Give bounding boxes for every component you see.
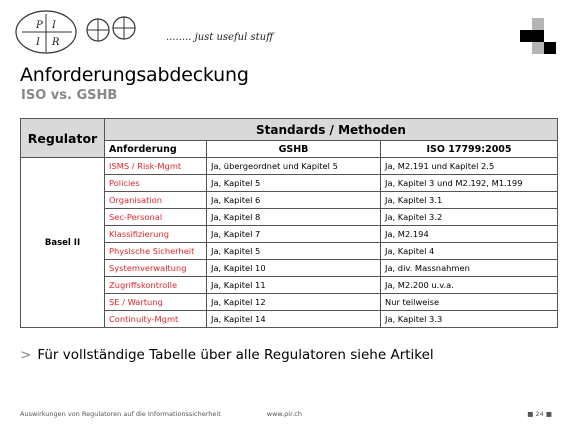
- footer: [20, 410, 302, 418]
- requirement-cell: Organisation: [105, 192, 207, 209]
- requirement-cell: Klassifizierung: [105, 226, 207, 243]
- iso-cell: Ja, M2.191 und Kapitel 2.5: [381, 158, 558, 175]
- iso-cell: Ja, Kapitel 3.3: [381, 311, 558, 328]
- requirement-cell: Continuity-Mgmt: [105, 311, 207, 328]
- regulator-header: Regulator: [21, 119, 105, 158]
- logo-tagline: ........ just useful stuff: [166, 32, 274, 43]
- page-bullet-right: ■: [543, 410, 552, 418]
- requirement-cell: Policies: [105, 175, 207, 192]
- table-row: [21, 158, 558, 175]
- table-header-row: [21, 119, 558, 141]
- page-bullet-left: ■: [527, 410, 536, 418]
- corner-squares-decoration: [520, 18, 560, 58]
- requirement-cell: ISMS / Risk-Mgmt: [105, 158, 207, 175]
- iso-cell: Ja, Kapitel 3 und M2.192, M1.199: [381, 175, 558, 192]
- logo-letter-p: P: [36, 20, 43, 31]
- gshb-cell: Ja, Kapitel 14: [207, 311, 381, 328]
- regulator-cell: Basel II: [21, 158, 105, 328]
- iso-cell: Ja, M2.194: [381, 226, 558, 243]
- gshb-cell: Ja, Kapitel 5: [207, 175, 381, 192]
- article-note: [20, 347, 434, 363]
- slide-title: Anforderungsabdeckung: [20, 64, 249, 86]
- gshb-cell: Ja, Kapitel 12: [207, 294, 381, 311]
- slide-subtitle: ISO vs. GSHB: [21, 88, 118, 103]
- article-note-text: Für vollständige Tabelle über alle Regulatoren siehe Artikel: [37, 347, 434, 363]
- iso-cell: Ja, Kapitel 4: [381, 243, 558, 260]
- bullet-marker: >: [20, 347, 32, 363]
- requirement-cell: Physische Sicherheit: [105, 243, 207, 260]
- requirement-cell: Systemverwaltung: [105, 260, 207, 277]
- requirement-cell: Zugriffskontrolle: [105, 277, 207, 294]
- iso-cell: Ja, div. Massnahmen: [381, 260, 558, 277]
- gshb-cell: Ja, Kapitel 8: [207, 209, 381, 226]
- iso-cell: Ja, Kapitel 3.2: [381, 209, 558, 226]
- requirement-cell: SE / Wartung: [105, 294, 207, 311]
- requirement-cell: Sec-Personal: [105, 209, 207, 226]
- logo-letter-r: R: [52, 37, 60, 48]
- column-header-iso: ISO 17799:2005: [381, 141, 558, 158]
- page-number: [527, 410, 552, 418]
- footer-url: www.pir.ch: [266, 410, 302, 418]
- iso-cell: Ja, Kapitel 3.1: [381, 192, 558, 209]
- iso-cell: Ja, M2.200 u.v.a.: [381, 277, 558, 294]
- pir-logo: [14, 6, 274, 58]
- standards-header: Standards / Methoden: [105, 119, 558, 141]
- gshb-cell: Ja, Kapitel 11: [207, 277, 381, 294]
- footer-title: Auswirkungen von Regulatoren auf die Informationssicherheit: [20, 410, 221, 418]
- pir-logo-graphic: [14, 6, 164, 58]
- logo-letter-i-top: I: [52, 20, 56, 31]
- column-header-gshb: GSHB: [207, 141, 381, 158]
- page-number-value: 24: [535, 410, 544, 418]
- gshb-cell: Ja, übergeordnet und Kapitel 5: [207, 158, 381, 175]
- gshb-cell: Ja, Kapitel 7: [207, 226, 381, 243]
- column-header-anforderung: Anforderung: [105, 141, 207, 158]
- iso-cell: Nur teilweise: [381, 294, 558, 311]
- coverage-table: [20, 118, 558, 328]
- logo-letter-i-bottom: I: [36, 37, 40, 48]
- gshb-cell: Ja, Kapitel 10: [207, 260, 381, 277]
- gshb-cell: Ja, Kapitel 6: [207, 192, 381, 209]
- gshb-cell: Ja, Kapitel 5: [207, 243, 381, 260]
